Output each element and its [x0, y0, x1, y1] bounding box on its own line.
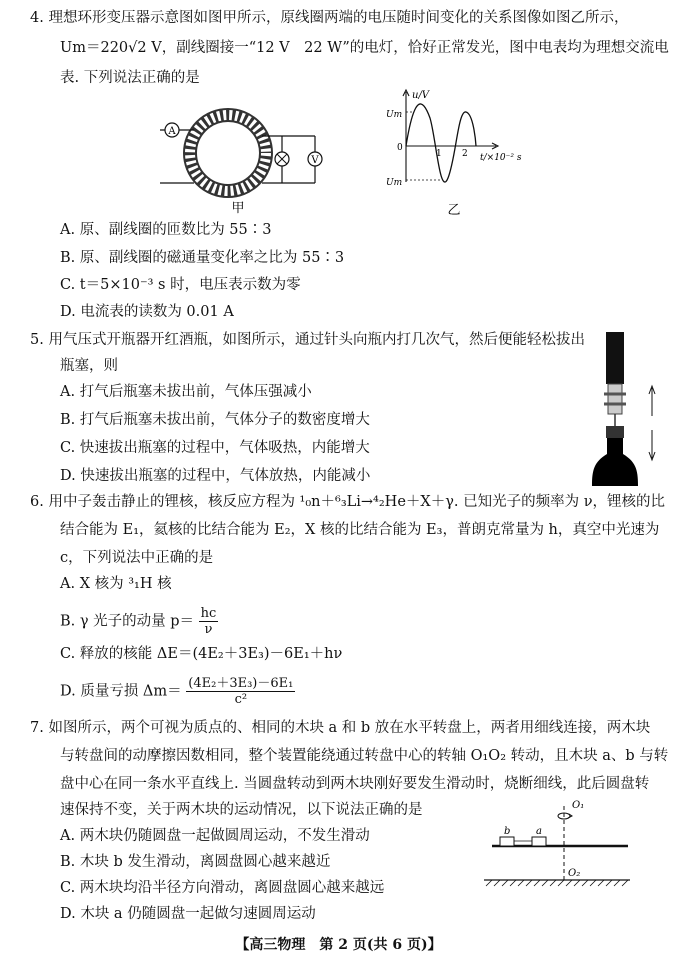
q6-option-a: A. X 核为 ³₁H 核	[60, 576, 172, 592]
bottle-cork	[606, 426, 624, 438]
yi-tick-2: 2	[462, 149, 468, 159]
q6-option-d	[60, 676, 295, 707]
q6-option-b-denominator: ν	[204, 622, 213, 637]
q5-option-a: A. 打气后瓶塞未拔出前，气体压强减小	[60, 384, 312, 400]
q7-option-a: A. 两木块仍随圆盘一起做圆周运动，不发生滑动	[60, 828, 370, 844]
label-o2: O₂	[568, 868, 581, 879]
yi-origin: 0	[397, 143, 403, 153]
opener-needle-body	[608, 384, 622, 414]
q6-stem-line-1: 6. 用中子轰击静止的锂核，核反应方程为 ¹₀n＋⁶₃Li→⁴₂He＋X＋γ. 已知光子的频率为 ν，锂核的比	[30, 494, 666, 510]
q5-option-c: C. 快速拔出瓶塞的过程中，气体吸热，内能增大	[60, 440, 370, 456]
ground-hatching	[486, 880, 628, 886]
yi-y-axis-label: u/V	[412, 90, 430, 101]
q7-stem-line-1: 7. 如图所示，两个可视为质点的、相同的木块 a 和 b 放在水平转盘上，两者用细线连接，两木块	[30, 720, 651, 736]
wine-bottle	[592, 438, 638, 486]
block-a	[532, 837, 546, 846]
q5-option-b: B. 打气后瓶塞未拔出前，气体分子的数密度增大	[60, 412, 370, 428]
q7-stem-line-2: 与转盘间的动摩擦因数相同，整个装置能绕通过转盘中心的转轴 O₁O₂ 转动，且木块 a、b 与转	[60, 748, 669, 764]
q4-option-c: C. t＝5×10⁻³ s 时，电压表示数为零	[60, 277, 301, 293]
q6-option-c: C. 释放的核能 ΔE＝(4E₂＋3E₃)－6E₁＋hν	[60, 646, 343, 662]
label-b: b	[504, 826, 511, 837]
q7-option-c: C. 两木块均沿半径方向滑动，离圆盘圆心越来越远	[60, 880, 385, 896]
yi-x-axis-label: t/×10⁻² s	[480, 153, 522, 163]
q6-option-b-fraction	[199, 606, 219, 637]
page-footer: 【高三物理 第 2 页(共 6 页)】	[235, 937, 442, 953]
turntable-figure	[480, 800, 640, 892]
q7-option-d: D. 木块 a 仍随圆盘一起做匀速圆周运动	[60, 906, 316, 922]
q6-option-b-numerator: hc	[200, 606, 217, 621]
q7-stem-line-3: 盘中心在同一条水平直线上. 当圆盘转动到两木块刚好要发生滑动时，烧断细线，此后圆盘转	[60, 776, 650, 792]
q4-option-d: D. 电流表的读数为 0.01 A	[60, 304, 234, 320]
block-b	[500, 837, 514, 846]
yi-um-positive: Um	[386, 110, 403, 120]
q6-option-d-prefix: D. 质量亏损 Δm＝	[60, 683, 182, 700]
sine-curve	[406, 104, 476, 182]
q5-stem-line-1: 5. 用气压式开瓶器开红酒瓶，如图所示，通过针头向瓶内打几次气，然后便能轻松拔出	[30, 332, 585, 348]
q4-stem-line-3: 表. 下列说法正确的是	[60, 70, 200, 86]
q6-option-b-prefix: B. γ 光子的动量 p＝	[60, 613, 195, 630]
q4-stem-line-2: Um＝220√2 V，副线圈接一“12 V 22 W”的电灯，恰好正常发光，图中电表均为理想交流电	[60, 40, 669, 56]
q6-option-b	[60, 606, 218, 637]
q6-option-d-fraction	[186, 676, 295, 707]
transformer-diagram-jia	[150, 108, 330, 218]
q7-stem-line-4: 速保持不变，关于两木块的运动情况，以下说法正确的是	[60, 802, 423, 818]
label-a: a	[536, 826, 542, 837]
voltage-waveform-yi	[384, 86, 534, 218]
wine-opener-figure	[590, 330, 666, 490]
q7-option-b: B. 木块 b 发生滑动，离圆盘圆心越来越近	[60, 854, 331, 870]
q5-option-d: D. 快速拔出瓶塞的过程中，气体放热，内能减小	[60, 468, 371, 484]
figure-yi-caption: 乙	[447, 203, 461, 218]
q5-stem-line-2: 瓶塞，则	[60, 358, 118, 374]
q4-option-a: A. 原、副线圈的匝数比为 55∶3	[60, 222, 272, 238]
q6-stem-line-3: c，下列说法中正确的是	[60, 550, 214, 566]
toroid-core	[190, 115, 266, 191]
q6-option-d-numerator: (4E₂＋3E₃)－6E₁	[188, 676, 294, 691]
voltmeter-label: V	[311, 155, 319, 166]
ammeter-label: A	[168, 126, 176, 137]
label-o1: O₁	[572, 800, 585, 811]
q6-stem-line-2: 结合能为 E₁，氦核的比结合能为 E₂，X 核的比结合能为 E₃，普朗克常量为 h，真空中光速为	[60, 522, 660, 538]
yi-um-negative: Um	[386, 178, 403, 188]
yi-tick-1: 1	[436, 149, 442, 159]
opener-handle	[606, 332, 624, 384]
figure-jia-caption: 甲	[231, 201, 245, 216]
q6-option-d-denominator: c²	[234, 692, 248, 707]
q4-option-b: B. 原、副线圈的磁通量变化率之比为 55∶3	[60, 250, 345, 266]
q4-stem-line-1: 4. 理想环形变压器示意图如图甲所示，原线圈两端的电压随时间变化的关系图像如图乙所示，	[30, 10, 629, 26]
